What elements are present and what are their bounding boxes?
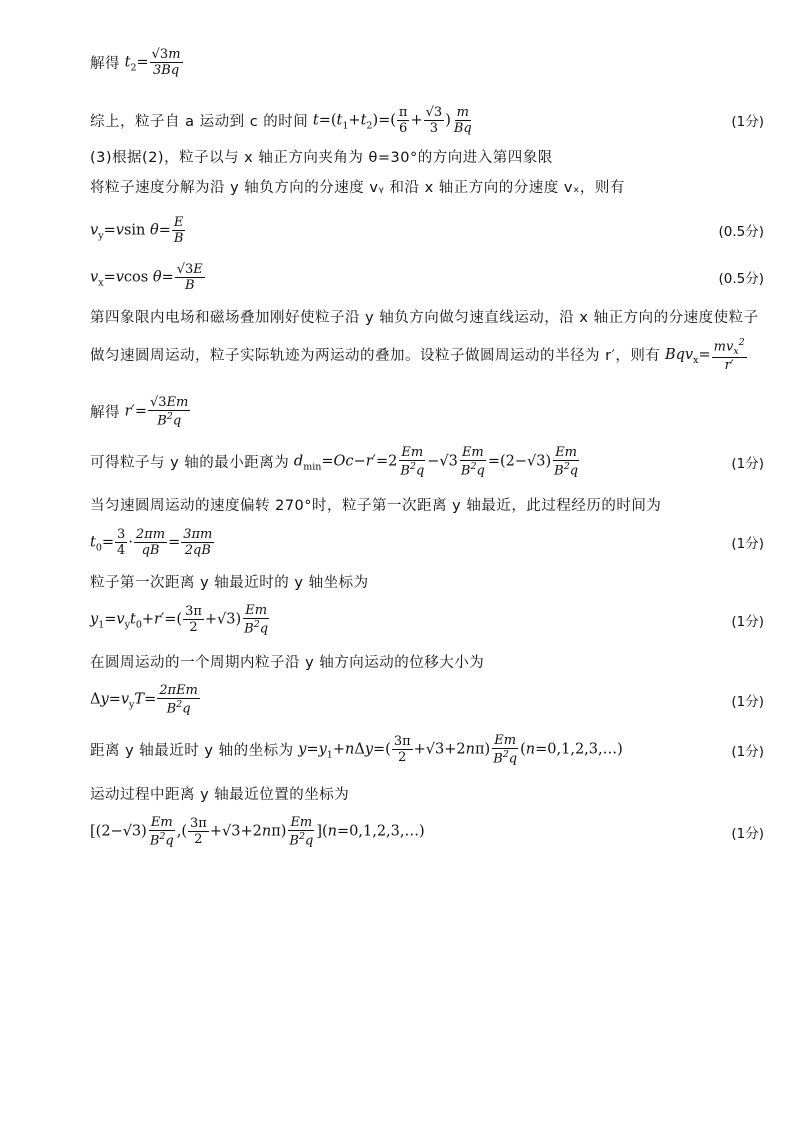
part3-text: (3)根据(2)，粒子以与 x 轴正方向夹角为 θ=30°的方向进入第四象限 bbox=[90, 149, 553, 166]
formula-y-general: $y=y_1+n\Delta y=$( $\frac{3\pi}{2}$ +√3+2nπ) $\frac{Em}{B^2q}$ (n=0,1,2,3,…) bbox=[298, 733, 623, 767]
formula-coord: [(2−√3) $\frac{Em}{B^2q}$ ,( $\frac{3\pi}{2}$ +√3+2nπ) $\frac{Em}{B^2q}$ ](n=0,1,2,3,…) bbox=[90, 815, 425, 849]
decompose-text: 将粒子速度分解为沿 y 轴负方向的分速度 vᵧ 和沿 x 轴正方向的分速度 vₓ，则有 bbox=[90, 179, 625, 196]
coord-intro-text: 运动过程中距离 y 轴最近位置的坐标为 bbox=[90, 786, 350, 803]
period-text: 在圆周运动的一个周期内粒子沿 y 轴方向运动的位移大小为 bbox=[90, 654, 485, 671]
formula-t0: $t_0=$ $\frac{3}{4}$ · $\frac{2\pi m}{qB}$ = $\frac{3\pi m}{2qB}$ bbox=[90, 526, 213, 558]
line-total-time bbox=[90, 98, 764, 142]
line-t0 bbox=[90, 520, 764, 564]
score-label: (1分) bbox=[731, 114, 764, 130]
deflection-text: 当匀速圆周运动的速度偏转 270°时，粒子第一次距离 y 轴最近，此过程经历的时间为 bbox=[90, 497, 662, 514]
line-velocity-decompose bbox=[90, 175, 764, 197]
formula-vy: $v_y=vsin$ θ= $\frac{E}{B}$ bbox=[90, 214, 184, 246]
line-quadrant4 bbox=[90, 305, 764, 327]
quadrant4-text: 第四象限内电场和磁场叠加刚好使粒子沿 y 轴负方向做匀速直线运动，沿 x 轴正方向的分速度使粒子 bbox=[90, 309, 759, 326]
score-label: (1分) bbox=[731, 694, 764, 710]
lead-text: 解得 bbox=[90, 405, 120, 422]
line-vx bbox=[90, 255, 764, 299]
line-y1 bbox=[90, 598, 764, 642]
y-general-text: 距离 y 轴最近时 y 轴的坐标为 bbox=[90, 743, 294, 760]
total-time-text: 综上，粒子自 a 运动到 c 的时间 bbox=[90, 113, 309, 130]
min-distance-text: 可得粒子与 y 轴的最小距离为 bbox=[90, 455, 290, 472]
score-label: (1分) bbox=[731, 744, 764, 760]
line-deflection bbox=[90, 493, 764, 515]
score-label: (0.5分) bbox=[718, 224, 764, 240]
line-part3-intro bbox=[90, 145, 764, 167]
formula-y1: $y_1=v_yt_0+r'=$( $\frac{3\pi}{2}$ +√3) $\frac{Em}{B^2q}$ bbox=[90, 603, 269, 637]
score-label: (1分) bbox=[731, 614, 764, 630]
score-label: (1分) bbox=[731, 536, 764, 552]
line-delta-y bbox=[90, 678, 764, 722]
circular-text: 做匀速圆周运动，粒子实际轨迹为两运动的叠加。设粒子做圆周运动的半径为 r′，则有 bbox=[90, 348, 661, 365]
line-circular-motion bbox=[90, 333, 764, 377]
score-label: (1分) bbox=[731, 456, 764, 472]
line-radius bbox=[90, 390, 764, 434]
formula-delta-y: $\Delta y=v_yT=$ $\frac{\text{2πEm}}{B^2q}$ bbox=[90, 683, 198, 717]
line-y-general bbox=[90, 728, 764, 772]
score-label: (1分) bbox=[731, 826, 764, 842]
formula-vx: $v_x=vcos$ θ= $\frac{√3E}{B}$ bbox=[90, 261, 203, 293]
line-vy bbox=[90, 208, 764, 252]
line-period-intro bbox=[90, 650, 764, 672]
y1-intro-text: 粒子第一次距离 y 轴最近时的 y 轴坐标为 bbox=[90, 574, 369, 591]
formula-t2: $t_2=$ $\frac{√3m}{3Bq}$ bbox=[124, 46, 181, 78]
formula-radius: r′= $\frac{√3Em}{B^2q}$ bbox=[124, 395, 189, 429]
line-solve-t2 bbox=[90, 40, 764, 84]
formula-force: Bqv$_x$= $\frac{mv_x^2}{r'}$ bbox=[664, 336, 745, 374]
line-y1-intro bbox=[90, 570, 764, 592]
formula-total-time: $t=(t_1+t_2)=$( $\frac{\pi}{6}$ + $\frac{√3}{3}$ ) $\frac{m}{Bq}$ bbox=[312, 104, 472, 136]
line-coord bbox=[90, 808, 764, 856]
formula-min-distance: $d_{min}=Oc-r'=2$ $\frac{Em}{B^2q}$ −√3 $\frac{Em}{B^2q}$ =(2−√3) $\frac{Em}{B^2q}$ bbox=[293, 445, 579, 479]
line-min-distance bbox=[90, 440, 764, 484]
line-coord-intro bbox=[90, 782, 764, 804]
lead-text: 解得 bbox=[90, 55, 120, 72]
score-label: (0.5分) bbox=[718, 271, 764, 287]
